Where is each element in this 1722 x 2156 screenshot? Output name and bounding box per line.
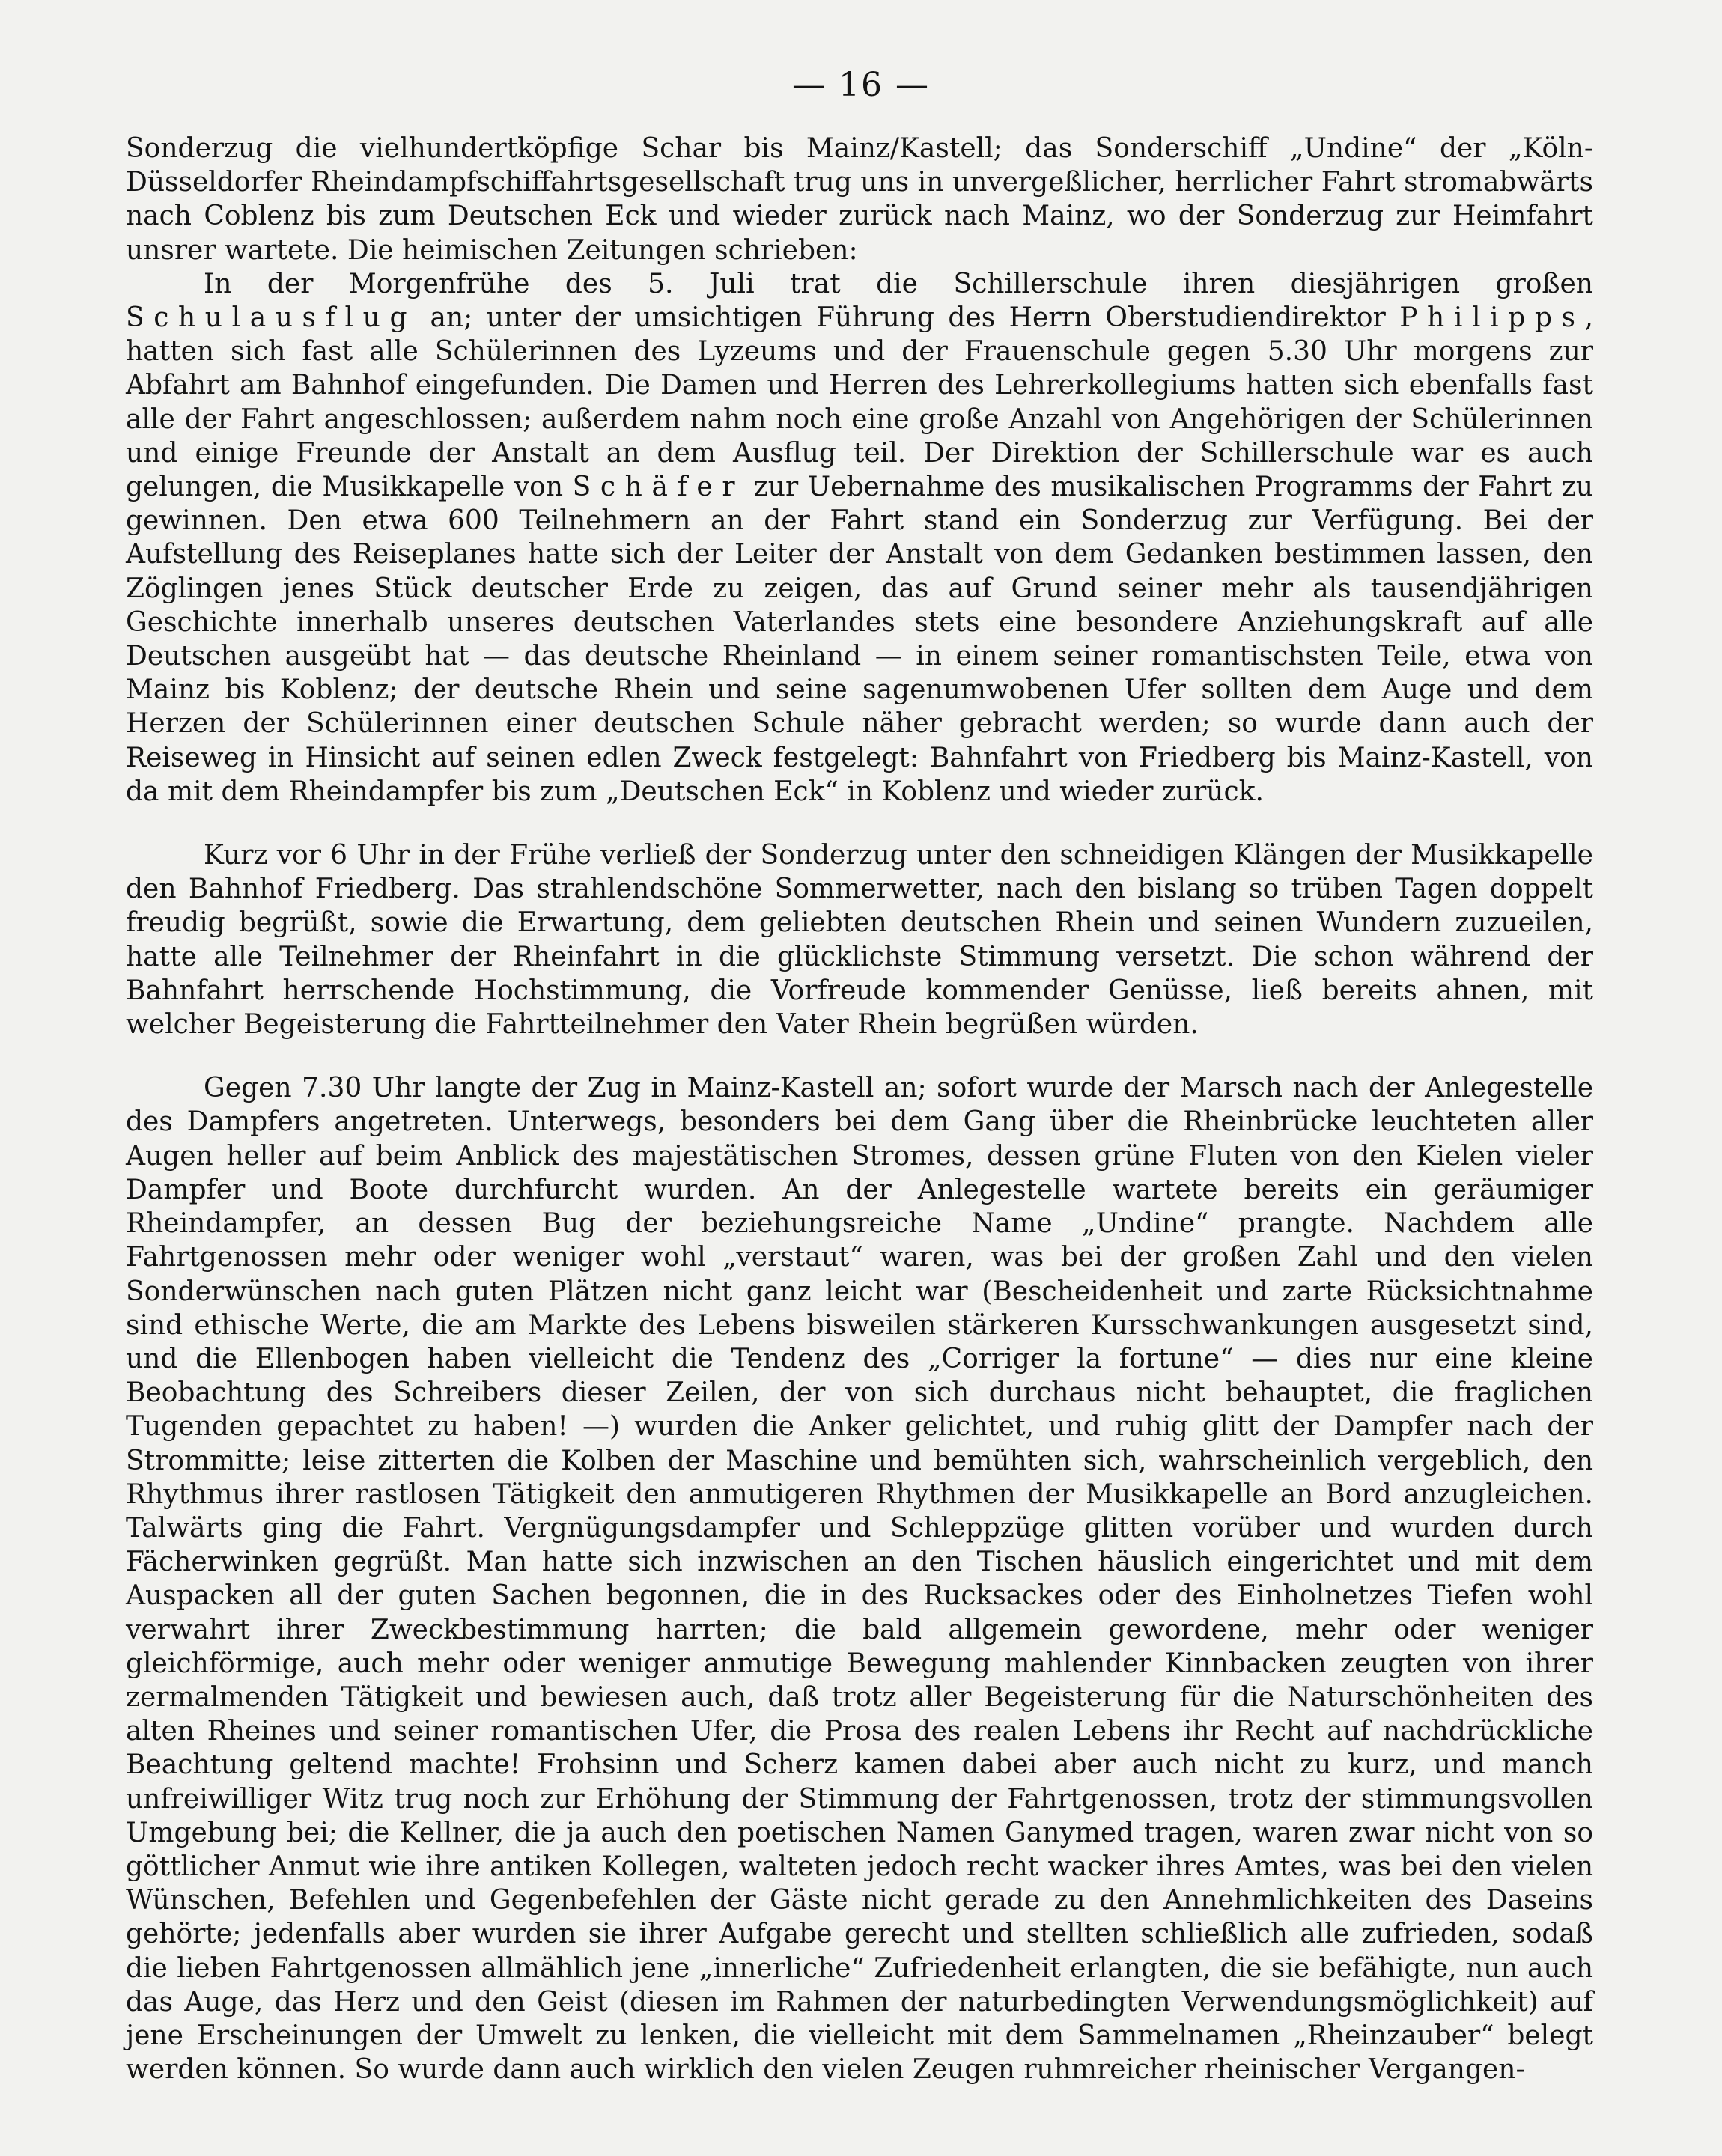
- paragraph-2-part-3: , hatten sich fast alle Schülerinnen des Lyzeums und der Frauenschule gegen 5.30 Uhr morgens zur Abfahrt am Bahnhof eingefunden. Die Damen und Herren des Lehrerkollegiums hatten sich ebenfalls fast alle der Fahrt angeschlossen; außerdem nahm noch eine große Anzahl von Angehörigen der Schülerinnen und einige Freunde der Anstalt an dem Ausflug teil. Der Direktion der Schillerschule war es auch gelungen, die Musikkapelle von: [126, 302, 1593, 503]
- page-number: — 16 —: [792, 66, 930, 104]
- paragraph-4: Gegen 7.30 Uhr langte der Zug in Mainz-Kastell an; sofort wurde der Marsch nach der Anlegestelle des Dampfers angetreten. Unterwegs, besonders bei dem Gang über die Rheinbrücke leuchteten aller Augen heller auf beim Anblick des majestätischen Stromes, dessen grüne Fluten von den Kielen vieler Dampfer und Boote durchfurcht wurden. An der Anlegestelle wartete bereits ein geräumiger Rheindampfer, an dessen Bug der beziehungsreiche Name „Undine“ prangte. Nachdem alle Fahrtgenossen mehr oder weniger wohl „verstaut“ waren, was bei der großen Zahl und den vielen Sonderwünschen nach guten Plätzen nicht ganz leicht war (Bescheidenheit und zarte Rücksichtnahme sind ethische Werte, die am Markte des Lebens bisweilen stärkeren Kursschwankungen ausgesetzt sind, und die Ellenbogen haben vielleicht die Tendenz des „Corriger la fortune“ — dies nur eine kleine Beobachtung des Schreibers dieser Zeilen, der von sich durchaus nicht behauptet, die fraglichen Tugenden gepachtet zu haben! —) wurden die Anker gelichtet, und ruhig glitt der Dampfer nach der Strommitte; leise zitterten die Kolben der Maschine und bemühten sich, wahrscheinlich vergeblich, den Rhythmus ihrer rastlosen Tätigkeit den anmutigeren Rhythmen der Musikkapelle an Bord anzugleichen. Talwärts ging die Fahrt. Vergnügungsdampfer und Schleppzüge glitten vorüber und wurden durch Fächerwinken gegrüßt. Man hatte sich inzwischen an den Tischen häuslich eingerichtet und mit dem Auspacken all der guten Sachen begonnen, die in des Rucksackes oder des Einholnetzes Tiefen wohl verwahrt ihrer Zweckbestimmung harrten; die bald allgemein gewordene, mehr oder weniger gleichförmige, auch mehr oder weniger anmutige Bewegung mahlender Kinnbacken zeugten von ihrer zermalmenden Tätigkeit und bewiesen auch, daß trotz aller Begeisterung für die Naturschönheiten des alten Rheines und seiner romantischen Ufer, die Prosa des realen Lebens ihr Recht auf nachdrückliche Beachtung geltend machte! Frohsinn und Scherz kamen dabei aber auch nicht zu kurz, und manch unfreiwilliger Witz trug noch zur Erhöhung der Stimmung der Fahrtgenossen, trotz der stimmungsvollen Umgebung bei; die Kellner, die ja auch den poetischen Namen Ganymed tragen, waren zwar nicht von so göttlicher Anmut wie ihre antiken Kollegen, walteten jedoch recht wacker ihres Amtes, was bei den vielen Wünschen, Befehlen und Gegenbefehlen der Gäste nicht gerade zu den Annehmlichkeiten des Daseins gehörte; jedenfalls aber wurden sie ihrer Aufgabe gerecht und stellten schließlich alle zufrieden, sodaß die lieben Fahrtgenossen allmählich jene „innerliche“ Zufriedenheit erlangten, die sie befähigte, nun auch das Auge, das Herz und den Geist (diesen im Rahmen der naturbedingten Verwendungsmöglichkeit) auf jene Erscheinungen der Umwelt zu lenken, die vielleicht mit dem Sammelnamen „Rheinzauber“ belegt werden können. So wurde dann auch wirklich den vielen Zeugen ruhmreicher rheinischer Vergangen-: [126, 1073, 1593, 2086]
- paragraph-2-emphasis-3: Schäfer: [572, 472, 745, 503]
- paragraph-2-part-2: an; unter der umsichtigen Führung des Herrn Oberstudiendirektor: [416, 302, 1400, 334]
- body-text: [126, 132, 1593, 2086]
- paragraph-1: Sonderzug die vielhundertköpfige Schar bis Mainz/Kastell; das Sonderschiff „Undine“ der „Köln-Düsseldorfer Rheindampfschiffahrtsgesellschaft trug uns in unvergeßlicher, herrlicher Fahrt stromabwärts nach Coblenz bis zum Deutschen Eck und wieder zurück nach Mainz, wo der Sonderzug zur Heimfahrt unsrer wartete. Die heimischen Zeitungen schrieben:: [126, 133, 1593, 266]
- paragraph-2-emphasis-1: Schulausflug: [126, 302, 417, 334]
- paragraph-2-part-4: zur Uebernahme des musikalischen Programms der Fahrt zu gewinnen. Den etwa 600 Teilnehmern an der Fahrt stand ein Sonderzug zur Verfügung. Bei der Aufstellung des Reiseplanes hatte sich der Leiter der Anstalt von dem Gedanken bestimmen lassen, den Zöglingen jenes Stück deutscher Erde zu zeigen, das auf Grund seiner mehr als tausendjährigen Geschichte innerhalb unseres deutschen Vaterlandes stets eine besondere Anziehungskraft auf alle Deutschen ausgeübt hat — das deutsche Rheinland — in einem seiner romantischsten Teile, etwa von Mainz bis Koblenz; der deutsche Rhein und seine sagenumwobenen Ufer sollten dem Auge und dem Herzen der Schülerinnen einer deutschen Schule näher gebracht werden; so wurde dann auch der Reiseweg in Hinsicht auf seinen edlen Zweck festgelegt: Bahnfahrt von Friedberg bis Mainz-Kastell, von da mit dem Rheindampfer bis zum „Deutschen Eck“ in Koblenz und wieder zurück.: [126, 472, 1593, 807]
- paragraph-3: Kurz vor 6 Uhr in der Frühe verließ der Sonderzug unter den schneidigen Klängen der Musikkapelle den Bahnhof Friedberg. Das strahlendschöne Sommerwetter, nach den bislang so trüben Tagen doppelt freudig begrüßt, sowie die Erwartung, dem geliebten deutschen Rhein und seinen Wundern zuzueilen, hatte alle Teilnehmer der Rheinfahrt in die glücklichste Stimmung versetzt. Die schon während der Bahnfahrt herrschende Hochstimmung, die Vorfreude kommender Genüsse, ließ bereits ahnen, mit welcher Begeisterung die Fahrtteilnehmer den Vater Rhein begrüßen würden.: [126, 840, 1593, 1041]
- paragraph-2-part-1: In der Morgenfrühe des 5. Juli trat die Schillerschule ihren diesjährigen großen: [204, 268, 1593, 299]
- paragraph-2-emphasis-2: Philipps: [1399, 302, 1585, 334]
- paragraph-2-quote: [126, 267, 1593, 808]
